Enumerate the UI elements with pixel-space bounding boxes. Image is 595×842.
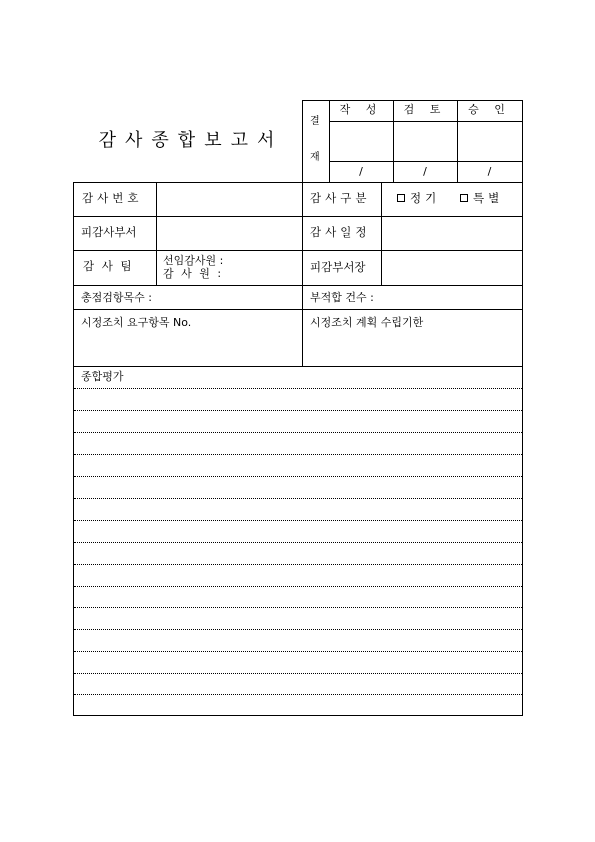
auditor-label: 감 사 원 : [163,267,224,280]
audit-type-label: 감사구분 [310,191,371,205]
senior-auditor-label: 선임감사원 : [163,254,224,267]
checkbox-icon[interactable] [460,194,468,202]
total-items-label: 총점검항목수 : [81,291,152,304]
audited-dept-head-field[interactable] [382,251,522,285]
audit-schedule-label: 감사일정 [310,225,371,239]
checkbox-icon[interactable] [397,194,405,202]
approval-sign-author[interactable] [330,122,393,161]
audit-team-label: 감 사 팀 [83,259,134,273]
audited-dept-head-label: 피감부서장 [310,260,366,274]
approval-sign-approver[interactable] [458,122,522,161]
approval-label-top: 결 [310,116,320,127]
approval-label-bottom: 재 [310,152,320,163]
audit-number-label: 감사번호 [82,191,143,205]
corrective-request-label: 시정조치 요구항목 No. [81,316,192,329]
corrective-deadline-label: 시정조치 계획 수립기한 [310,316,424,329]
approval-date-approver: / [487,165,492,178]
approval-col-author: 작 성 [339,103,383,116]
audited-dept-field[interactable] [157,217,302,250]
approval-col-reviewer: 검 토 [403,103,447,116]
overall-evaluation-label: 종합평가 [81,370,124,383]
approval-date-reviewer: / [423,165,427,178]
approval-sign-reviewer[interactable] [394,122,457,161]
audit-type-special-option[interactable]: 특별 [460,193,503,205]
audit-schedule-field[interactable] [382,217,522,250]
overall-evaluation-area[interactable] [74,388,522,715]
audit-type-regular-option[interactable]: 정기 [397,193,440,205]
audited-dept-label: 피감사부서 [81,225,137,239]
document-title: 감사종합보고서 [98,130,284,151]
nonconformity-count-label: 부적합 건수 : [310,291,374,304]
audit-number-field[interactable] [157,183,302,216]
approval-col-approver: 승 인 [468,103,511,116]
approval-date-author: / [359,165,363,178]
